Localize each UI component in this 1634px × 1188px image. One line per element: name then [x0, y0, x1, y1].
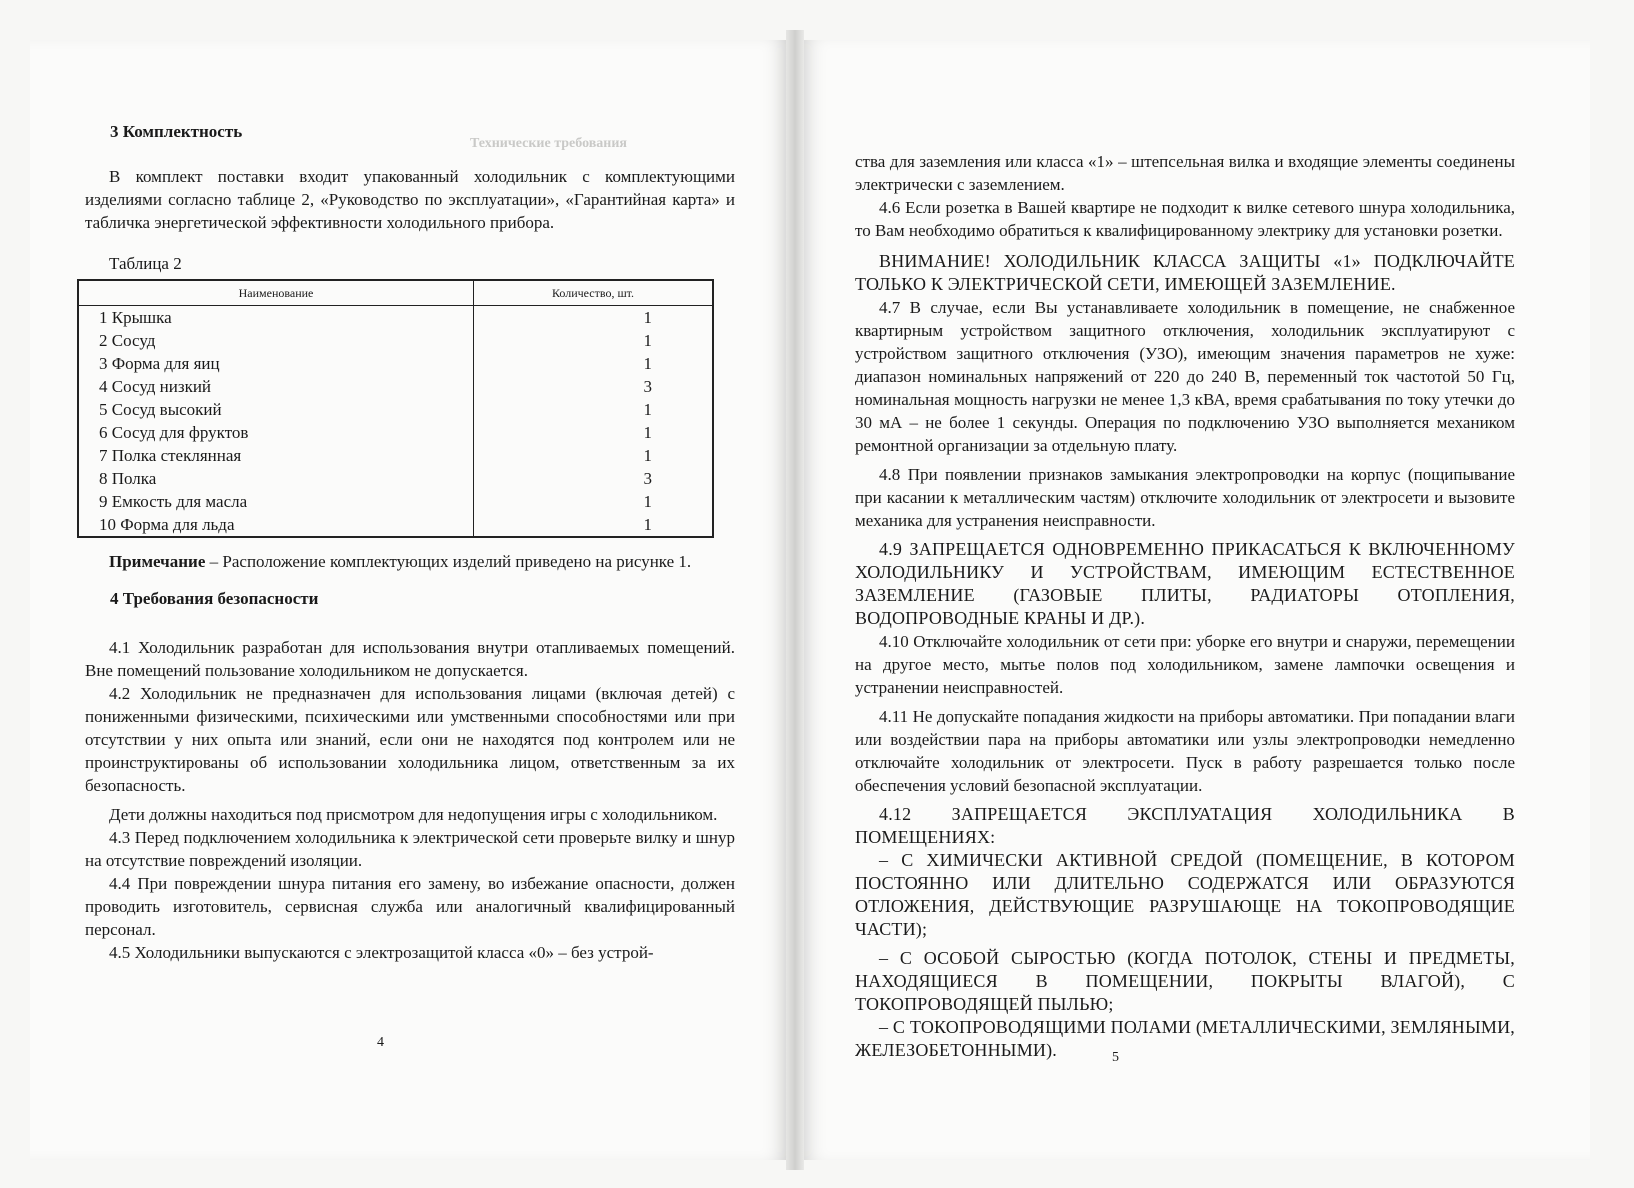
paragraph-4-12-chemical: – С ХИМИЧЕСКИ АКТИВНОЙ СРЕДОЙ (ПОМЕЩЕНИЕ, В КОТОРОМ ПОСТОЯННО ИЛИ ДЛИТЕЛЬНО СОДЕРЖАТСЯ ИЛИ ОБРАЗУЮТСЯ ОТЛОЖЕНИЯ, ДЕЙСТВУЮЩИЕ РАЗРУШАЮЩЕ НА ТОКОПРОВОДЯЩИЕ ЧАСТИ); [855, 850, 1515, 939]
item-name: 2 Сосуд [99, 331, 156, 350]
item-name: 8 Полка [99, 469, 157, 488]
item-name: 10 Форма для льда [99, 515, 235, 534]
paragraph-4-8: 4.8 При появлении признаков замыкания электропроводки на корпус (пощипывание при касании к металлическим частям) отключите холодильник от электросети и вызовите механика для устранения неисправности. [855, 465, 1515, 530]
book-gutter [786, 30, 804, 1170]
item-name: 7 Полка стеклянная [99, 446, 242, 465]
paragraph-4-3: 4.3 Перед подключением холодильника к электрической сети проверьте вилку и шнур на отсутствие повреждений изоляции. [85, 828, 735, 870]
item-name: 3 Форма для яиц [99, 354, 220, 373]
table-row [78, 329, 713, 352]
table-caption: Таблица 2 [109, 254, 182, 273]
item-qty: 1 [474, 329, 714, 352]
paragraph-4-2: 4.2 Холодильник не предназначен для использования лицами (включая детей) с пониженными физическими, психическими или умственными способностями или при отсутствии у них опыта или знаний, если они не находятся под контролем или не проинструктированы об использовании холодильника лицом, ответственным за их безопасность. [85, 684, 735, 795]
paragraph-4-6: 4.6 Если розетка в Вашей квартире не подходит к вилке сетевого шнура холодильника, то Вам необходимо обратиться к квалифицированному электрику для установки розетки. [855, 198, 1515, 240]
table-row [78, 306, 713, 330]
table-row [78, 467, 713, 490]
left-column [85, 120, 735, 964]
table-row [78, 398, 713, 421]
item-qty: 1 [474, 444, 714, 467]
paragraph-4-12-humidity: – С ОСОБОЙ СЫРОСТЬЮ (КОГДА ПОТОЛОК, СТЕНЫ И ПРЕДМЕТЫ, НАХОДЯЩИЕСЯ В ПОМЕЩЕНИИ, ПОКРЫТЫ ВЛАГОЙ), С ТОКОПРОВОДЯЩЕЙ ПЫЛЬЮ; [855, 948, 1515, 1014]
paragraph-4-5-continued: ства для заземления или класса «1» – штепсельная вилка и входящие элементы соединены электрически с заземлением. [855, 152, 1515, 194]
item-qty: 3 [474, 467, 714, 490]
item-name: 6 Сосуд для фруктов [99, 423, 249, 442]
table-row [78, 444, 713, 467]
note-label: Примечание [109, 552, 206, 571]
table-row [78, 352, 713, 375]
table-row [78, 490, 713, 513]
paragraph-4-1: 4.1 Холодильник разработан для использования внутри отапливаемых помещений. Вне помещений пользование холодильником не допускается. [85, 638, 735, 680]
paragraph-4-10: 4.10 Отключайте холодильник от сети при: уборке его внутри и снаружи, перемещении на другое место, мытье полов под холодильником, замене лампочки освещения и устранении неисправностей. [855, 632, 1515, 697]
paragraph-4-11: 4.11 Не допускайте попадания жидкости на приборы автоматики. При попадании влаги или воздействии пара на приборы автоматики или узлы электропроводки немедленно отключайте холодильник от электросети. Пуск в работу разрешается только после обеспечения условий безопасной эксплуатации. [855, 707, 1515, 795]
paragraph-4-12-floors: – С ТОКОПРОВОДЯЩИМИ ПОЛАМИ (МЕТАЛЛИЧЕСКИМИ, ЗЕМЛЯНЫМИ, ЖЕЛЕЗОБЕТОННЫМИ). [855, 1017, 1515, 1060]
right-column [855, 150, 1515, 1062]
item-name: 5 Сосуд высокий [99, 400, 222, 419]
item-qty: 1 [474, 398, 714, 421]
page-number-left: 4 [377, 1035, 384, 1050]
table-row [78, 421, 713, 444]
note-text: – Расположение комплектующих изделий приведено на рисунке 1. [205, 552, 692, 571]
table-note [85, 550, 735, 573]
table-header-row [78, 280, 713, 306]
section-3-text: В комплект поставки входит упакованный холодильник с комплектующими изделиями согласно таблице 2, «Руководство по эксплуатации», «Гарантийная карта» и табличка энергетической эффективности холодильного прибора. [85, 167, 735, 232]
item-qty: 1 [474, 513, 714, 537]
item-name: 1 Крышка [99, 308, 172, 327]
table-row [78, 513, 713, 537]
paragraph-4-4: 4.4 При повреждении шнура питания его замену, во избежание опасности, должен проводить изготовитель, сервисная служба или аналогичный квалифицированный персонал. [85, 874, 735, 939]
item-name: 9 Емкость для масла [99, 492, 248, 511]
item-qty: 1 [474, 490, 714, 513]
paragraph-4-9: 4.9 ЗАПРЕЩАЕТСЯ ОДНОВРЕМЕННО ПРИКАСАТЬСЯ К ВКЛЮЧЕННОМУ ХОЛОДИЛЬНИКУ И УСТРОЙСТВАМ, ИМЕЮЩИМ ЕСТЕСТВЕННОЕ ЗАЗЕМЛЕНИЕ (ГАЗОВЫЕ ПЛИТЫ, РАДИАТОРЫ ОТОПЛЕНИЯ, ВОДОПРОВОДНЫЕ КРАНЫ И ДР.). [855, 539, 1515, 628]
paragraph-4-12: 4.12 ЗАПРЕЩАЕТСЯ ЭКСПЛУАТАЦИЯ ХОЛОДИЛЬНИКА В ПОМЕЩЕНИЯХ: [855, 804, 1515, 847]
section-3-title: 3 Комплектность [110, 122, 243, 141]
paragraph-4-2-children: Дети должны находиться под присмотром для недопущения игры с холодильником. [109, 805, 718, 824]
show-through-heading: Технические требования [470, 136, 627, 151]
col-header-qty: Количество, шт. [474, 280, 714, 306]
item-qty: 3 [474, 375, 714, 398]
paragraph-4-5: 4.5 Холодильники выпускаются с электрозащитой класса «0» – без устрой- [109, 943, 654, 962]
col-header-name: Наименование [78, 280, 474, 306]
section-4-title: 4 Требования безопасности [110, 589, 319, 608]
item-qty: 1 [474, 421, 714, 444]
page-number-right: 5 [1112, 1050, 1119, 1065]
kit-table [77, 279, 714, 538]
item-qty: 1 [474, 306, 714, 330]
item-name: 4 Сосуд низкий [99, 377, 212, 396]
warning-grounding: ВНИМАНИЕ! ХОЛОДИЛЬНИК КЛАССА ЗАЩИТЫ «1» ПОДКЛЮЧАЙТЕ ТОЛЬКО К ЭЛЕКТРИЧЕСКОЙ СЕТИ, ИМЕЮЩЕЙ ЗАЗЕМЛЕНИЕ. [855, 251, 1515, 294]
item-qty: 1 [474, 352, 714, 375]
table-row [78, 375, 713, 398]
paragraph-4-7: 4.7 В случае, если Вы устанавливаете холодильник в помещение, не снабженное квартирным устройством защитного отключения, холодильник эксплуатируют с устройством защитного отключения (УЗО), имеющим значения параметров не хуже: диапазон номинальных напряжений от 220 до 240 В, переменный ток частотой 50 Гц, номинальная мощность нагрузки не менее 1,3 кВА, время срабатывания по току утечки до 30 мА – не более 1 секунды. Операция по подключению УЗО выполняется механиком ремонтной организации за отдельную плату. [855, 298, 1515, 455]
